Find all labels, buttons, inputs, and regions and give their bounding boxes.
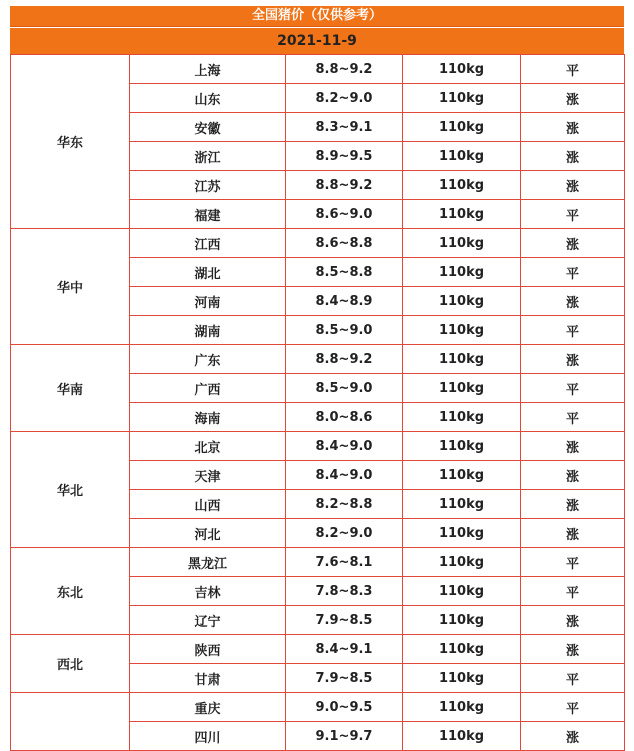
weight-cell: 110kg — [403, 403, 521, 432]
province-cell: 重庆 — [130, 693, 286, 722]
province-cell: 江苏 — [130, 171, 286, 200]
province-cell: 上海 — [130, 55, 286, 84]
price-range-cell: 7.8~8.3 — [286, 577, 403, 606]
price-range-cell: 8.4~8.9 — [286, 287, 403, 316]
trend-cell: 涨 — [521, 461, 625, 490]
weight-cell: 110kg — [403, 258, 521, 287]
weight-cell: 110kg — [403, 490, 521, 519]
price-range-cell: 7.6~8.1 — [286, 548, 403, 577]
weight-cell: 110kg — [403, 316, 521, 345]
price-range-cell: 7.9~8.5 — [286, 606, 403, 635]
weight-cell: 110kg — [403, 345, 521, 374]
trend-cell: 涨 — [521, 432, 625, 461]
trend-cell: 涨 — [521, 229, 625, 258]
province-cell: 黑龙江 — [130, 548, 286, 577]
price-range-cell: 8.8~9.2 — [286, 171, 403, 200]
price-range-cell: 9.1~9.7 — [286, 722, 403, 751]
province-cell: 湖南 — [130, 316, 286, 345]
trend-cell: 涨 — [521, 142, 625, 171]
trend-cell: 平 — [521, 316, 625, 345]
table-row — [11, 635, 625, 664]
province-cell: 河南 — [130, 287, 286, 316]
province-cell: 福建 — [130, 200, 286, 229]
weight-cell: 110kg — [403, 200, 521, 229]
price-range-cell: 8.8~9.2 — [286, 345, 403, 374]
price-range-cell: 7.9~8.5 — [286, 664, 403, 693]
weight-cell: 110kg — [403, 84, 521, 113]
trend-cell: 涨 — [521, 171, 625, 200]
table-row — [11, 548, 625, 577]
price-table — [10, 54, 625, 751]
price-range-cell: 8.4~9.1 — [286, 635, 403, 664]
trend-cell: 平 — [521, 664, 625, 693]
weight-cell: 110kg — [403, 55, 521, 84]
region-cell — [11, 693, 130, 751]
trend-cell: 平 — [521, 577, 625, 606]
price-table-body — [11, 55, 625, 751]
region-cell: 华东 — [11, 55, 130, 229]
trend-cell: 涨 — [521, 606, 625, 635]
province-cell: 山东 — [130, 84, 286, 113]
trend-cell: 涨 — [521, 113, 625, 142]
price-range-cell: 8.2~9.0 — [286, 519, 403, 548]
page-title: 全国猪价（仅供参考） — [10, 6, 624, 27]
price-range-cell: 8.6~9.0 — [286, 200, 403, 229]
trend-cell: 涨 — [521, 345, 625, 374]
province-cell: 浙江 — [130, 142, 286, 171]
table-row — [11, 55, 625, 84]
province-cell: 广东 — [130, 345, 286, 374]
region-cell: 华南 — [11, 345, 130, 432]
price-range-cell: 8.5~9.0 — [286, 374, 403, 403]
price-range-cell: 8.3~9.1 — [286, 113, 403, 142]
price-range-cell: 8.2~9.0 — [286, 84, 403, 113]
province-cell: 山西 — [130, 490, 286, 519]
weight-cell: 110kg — [403, 519, 521, 548]
province-cell: 河北 — [130, 519, 286, 548]
trend-cell: 涨 — [521, 519, 625, 548]
trend-cell: 平 — [521, 200, 625, 229]
weight-cell: 110kg — [403, 229, 521, 258]
price-range-cell: 8.5~9.0 — [286, 316, 403, 345]
table-row — [11, 432, 625, 461]
province-cell: 广西 — [130, 374, 286, 403]
weight-cell: 110kg — [403, 374, 521, 403]
province-cell: 甘肃 — [130, 664, 286, 693]
price-range-cell: 8.0~8.6 — [286, 403, 403, 432]
trend-cell: 平 — [521, 548, 625, 577]
trend-cell: 平 — [521, 403, 625, 432]
price-range-cell: 8.8~9.2 — [286, 55, 403, 84]
province-cell: 安徽 — [130, 113, 286, 142]
region-cell: 华中 — [11, 229, 130, 345]
price-range-cell: 8.2~8.8 — [286, 490, 403, 519]
weight-cell: 110kg — [403, 548, 521, 577]
weight-cell: 110kg — [403, 432, 521, 461]
table-row — [11, 693, 625, 722]
weight-cell: 110kg — [403, 577, 521, 606]
province-cell: 四川 — [130, 722, 286, 751]
province-cell: 北京 — [130, 432, 286, 461]
date-header: 2021-11-9 — [10, 28, 624, 54]
weight-cell: 110kg — [403, 606, 521, 635]
province-cell: 海南 — [130, 403, 286, 432]
province-cell: 吉林 — [130, 577, 286, 606]
province-cell: 辽宁 — [130, 606, 286, 635]
trend-cell: 平 — [521, 374, 625, 403]
region-cell: 华北 — [11, 432, 130, 548]
price-range-cell: 8.4~9.0 — [286, 432, 403, 461]
weight-cell: 110kg — [403, 113, 521, 142]
weight-cell: 110kg — [403, 693, 521, 722]
trend-cell: 涨 — [521, 490, 625, 519]
province-cell: 江西 — [130, 229, 286, 258]
weight-cell: 110kg — [403, 664, 521, 693]
trend-cell: 平 — [521, 55, 625, 84]
weight-cell: 110kg — [403, 171, 521, 200]
price-range-cell: 8.4~9.0 — [286, 461, 403, 490]
weight-cell: 110kg — [403, 142, 521, 171]
price-range-cell: 8.6~8.8 — [286, 229, 403, 258]
price-range-cell: 8.9~9.5 — [286, 142, 403, 171]
province-cell: 湖北 — [130, 258, 286, 287]
weight-cell: 110kg — [403, 287, 521, 316]
price-range-cell: 8.5~8.8 — [286, 258, 403, 287]
table-row — [11, 229, 625, 258]
trend-cell: 涨 — [521, 287, 625, 316]
weight-cell: 110kg — [403, 461, 521, 490]
trend-cell: 平 — [521, 258, 625, 287]
province-cell: 陕西 — [130, 635, 286, 664]
trend-cell: 涨 — [521, 635, 625, 664]
weight-cell: 110kg — [403, 635, 521, 664]
province-cell: 天津 — [130, 461, 286, 490]
price-range-cell: 9.0~9.5 — [286, 693, 403, 722]
table-row — [11, 345, 625, 374]
region-cell: 东北 — [11, 548, 130, 635]
weight-cell: 110kg — [403, 722, 521, 751]
region-cell: 西北 — [11, 635, 130, 693]
trend-cell: 涨 — [521, 722, 625, 751]
trend-cell: 平 — [521, 693, 625, 722]
trend-cell: 涨 — [521, 84, 625, 113]
